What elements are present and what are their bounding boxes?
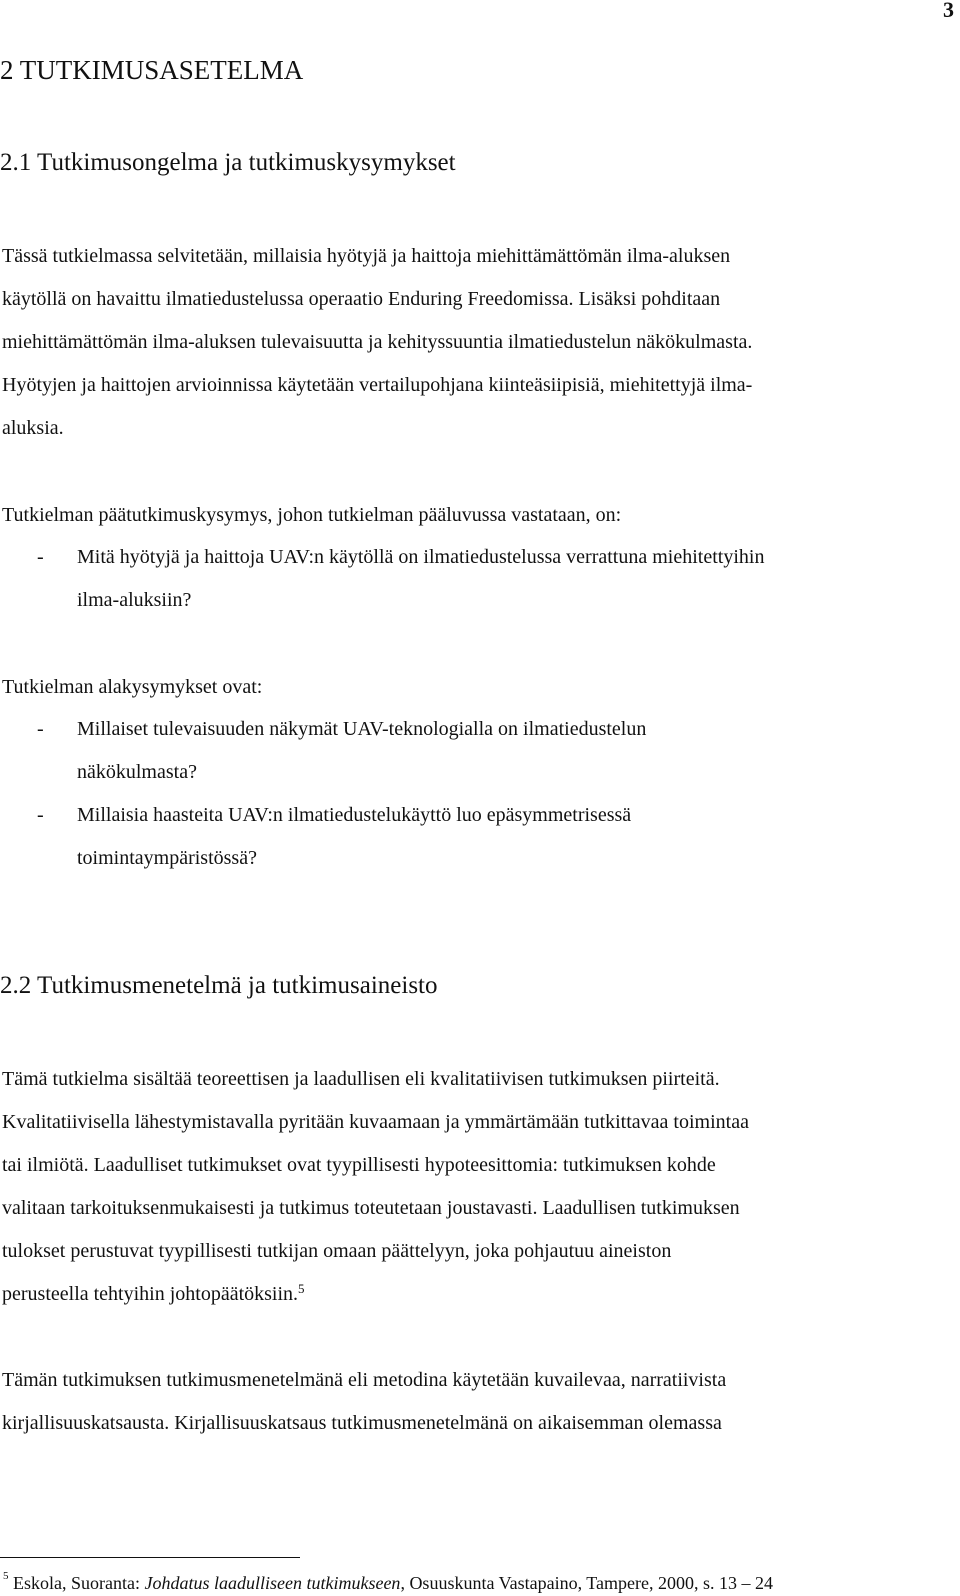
footnote-publication: , Osuuskunta Vastapaino, Tampere, 2000, s. 13 – 24 (400, 1573, 773, 1593)
footnote-number: 5 (3, 1570, 9, 1582)
list-dash: - (37, 546, 44, 568)
sub-question-1-continued: näkökulmasta? (77, 761, 197, 783)
paragraph-line: tulokset perustuvat tyypillisesti tutkijan omaan päättelyyn, joka pohjautuu aineiston (2, 1240, 672, 1262)
footnote-separator (0, 1557, 300, 1558)
paragraph-line: Tämän tutkimuksen tutkimusmenetelmänä eli metodina käytetään kuvailevaa, narratiivista (2, 1369, 727, 1391)
sub-question-2: Millaisia haasteita UAV:n ilmatiedustelukäyttö luo epäsymmetrisessä (77, 804, 632, 826)
footnote-reference: 5 (298, 1281, 305, 1296)
main-question: Mitä hyötyjä ja haittoja UAV:n käytöllä on ilmatiedustelussa verrattuna miehitettyihin (77, 546, 765, 568)
paragraph-line: valitaan tarkoituksenmukaisesti ja tutkimus toteutetaan joustavasti. Laadullisen tutkimuksen (2, 1197, 740, 1219)
sub-question-2-continued: toimintaympäristössä? (77, 847, 257, 869)
paragraph-line: tai ilmiötä. Laadulliset tutkimukset ovat tyypillisesti hypoteesittomia: tutkimuksen kohde (2, 1154, 716, 1176)
main-question-intro: Tutkielman päätutkimuskysymys, johon tutkielman pääluvussa vastataan, on: (2, 504, 622, 526)
sub-question-1: Millaiset tulevaisuuden näkymät UAV-teknologialla on ilmatiedustelun (77, 718, 647, 740)
page-number: 3 (943, 0, 954, 22)
paragraph-line: aluksia. (2, 417, 64, 439)
paragraph-line: kirjallisuuskatsausta. Kirjallisuuskatsaus tutkimusmenetelmänä on aikaisemman olemassa (2, 1412, 722, 1434)
footnote (3, 1570, 773, 1594)
list-dash: - (37, 804, 44, 826)
paragraph-line: Tämä tutkielma sisältää teoreettisen ja laadullisen eli kvalitatiivisen tutkimuksen piirteitä. (2, 1068, 720, 1090)
footnote-authors: Eskola, Suoranta: (13, 1573, 145, 1593)
list-dash: - (37, 718, 44, 740)
paragraph-line: Tässä tutkielmassa selvitetään, millaisia hyötyjä ja haittoja miehittämättömän ilma-aluksen (2, 245, 731, 267)
paragraph-line: miehittämättömän ilma-aluksen tulevaisuutta ja kehityssuuntia ilmatiedustelun näkökulmasta. (2, 331, 753, 353)
section-title-2-1: 2.1 Tutkimusongelma ja tutkimuskysymykset (0, 149, 456, 176)
chapter-title: 2 TUTKIMUSASETELMA (0, 55, 304, 85)
section-title-2-2: 2.2 Tutkimusmenetelmä ja tutkimusaineisto (0, 972, 438, 999)
paragraph-line: käytöllä on havaittu ilmatiedustelussa operaatio Enduring Freedomissa. Lisäksi pohditaan (2, 288, 721, 310)
sub-questions-intro: Tutkielman alakysymykset ovat: (2, 676, 263, 698)
main-question-continued: ilma-aluksiin? (77, 589, 192, 611)
paragraph-text: perusteella tehtyihin johtopäätöksiin. (2, 1283, 299, 1305)
paragraph-line: Kvalitatiivisella lähestymistavalla pyritään kuvaamaan ja ymmärtämään tutkittavaa toimintaa (2, 1111, 749, 1133)
paragraph-line (2, 1282, 305, 1306)
footnote-book-title: Johdatus laadulliseen tutkimukseen (144, 1573, 401, 1593)
paragraph-line: Hyötyjen ja haittojen arvioinnissa käytetään vertailupohjana kiinteäsiipisiä, miehitettyjä ilma- (2, 374, 753, 396)
